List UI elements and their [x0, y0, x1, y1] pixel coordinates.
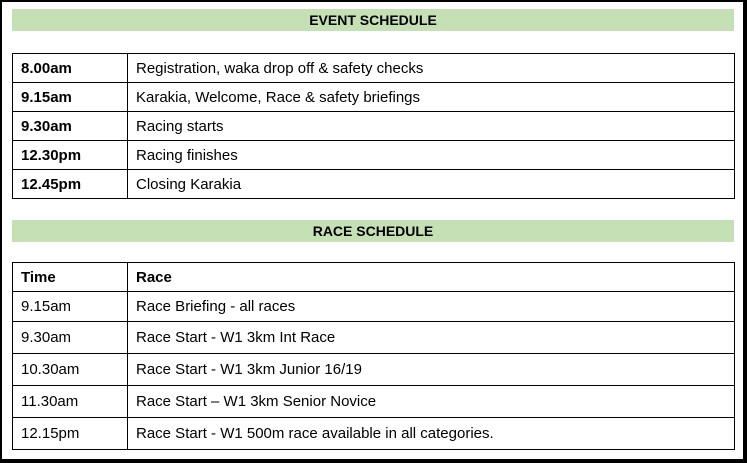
table-row	[13, 386, 735, 418]
event-activity: Karakia, Welcome, Race & safety briefings	[128, 83, 735, 112]
race-time: 9.30am	[13, 322, 128, 354]
event-time: 9.15am	[13, 83, 128, 112]
table-row	[13, 354, 735, 386]
table-row	[13, 322, 735, 354]
table-row	[13, 418, 735, 450]
race-time: 12.15pm	[13, 418, 128, 450]
race-time: 11.30am	[13, 386, 128, 418]
event-activity: Racing starts	[128, 112, 735, 141]
race-description: Race Start - W1 3km Junior 16/19	[128, 354, 735, 386]
event-schedule-table	[12, 53, 735, 199]
event-activity: Registration, waka drop off & safety checks	[128, 54, 735, 83]
event-time: 12.30pm	[13, 141, 128, 170]
race-description: Race Start – W1 3km Senior Novice	[128, 386, 735, 418]
event-time: 8.00am	[13, 54, 128, 83]
table-row	[13, 170, 735, 199]
race-description: Race Start - W1 500m race available in all categories.	[128, 418, 735, 450]
race-time: 10.30am	[13, 354, 128, 386]
event-schedule-heading: EVENT SCHEDULE	[12, 9, 734, 31]
race-schedule-table	[12, 262, 735, 450]
event-activity: Racing finishes	[128, 141, 735, 170]
table-row	[13, 141, 735, 170]
event-time: 9.30am	[13, 112, 128, 141]
table-row	[13, 292, 735, 322]
event-activity: Closing Karakia	[128, 170, 735, 199]
race-time: 9.15am	[13, 292, 128, 322]
column-header-race: Race	[128, 263, 735, 292]
race-description: Race Briefing - all races	[128, 292, 735, 322]
race-description: Race Start - W1 3km Int Race	[128, 322, 735, 354]
event-time: 12.45pm	[13, 170, 128, 199]
table-row	[13, 83, 735, 112]
column-header-time: Time	[13, 263, 128, 292]
table-row	[13, 54, 735, 83]
table-row	[13, 112, 735, 141]
race-schedule-heading: RACE SCHEDULE	[12, 220, 734, 242]
table-header-row	[13, 263, 735, 292]
